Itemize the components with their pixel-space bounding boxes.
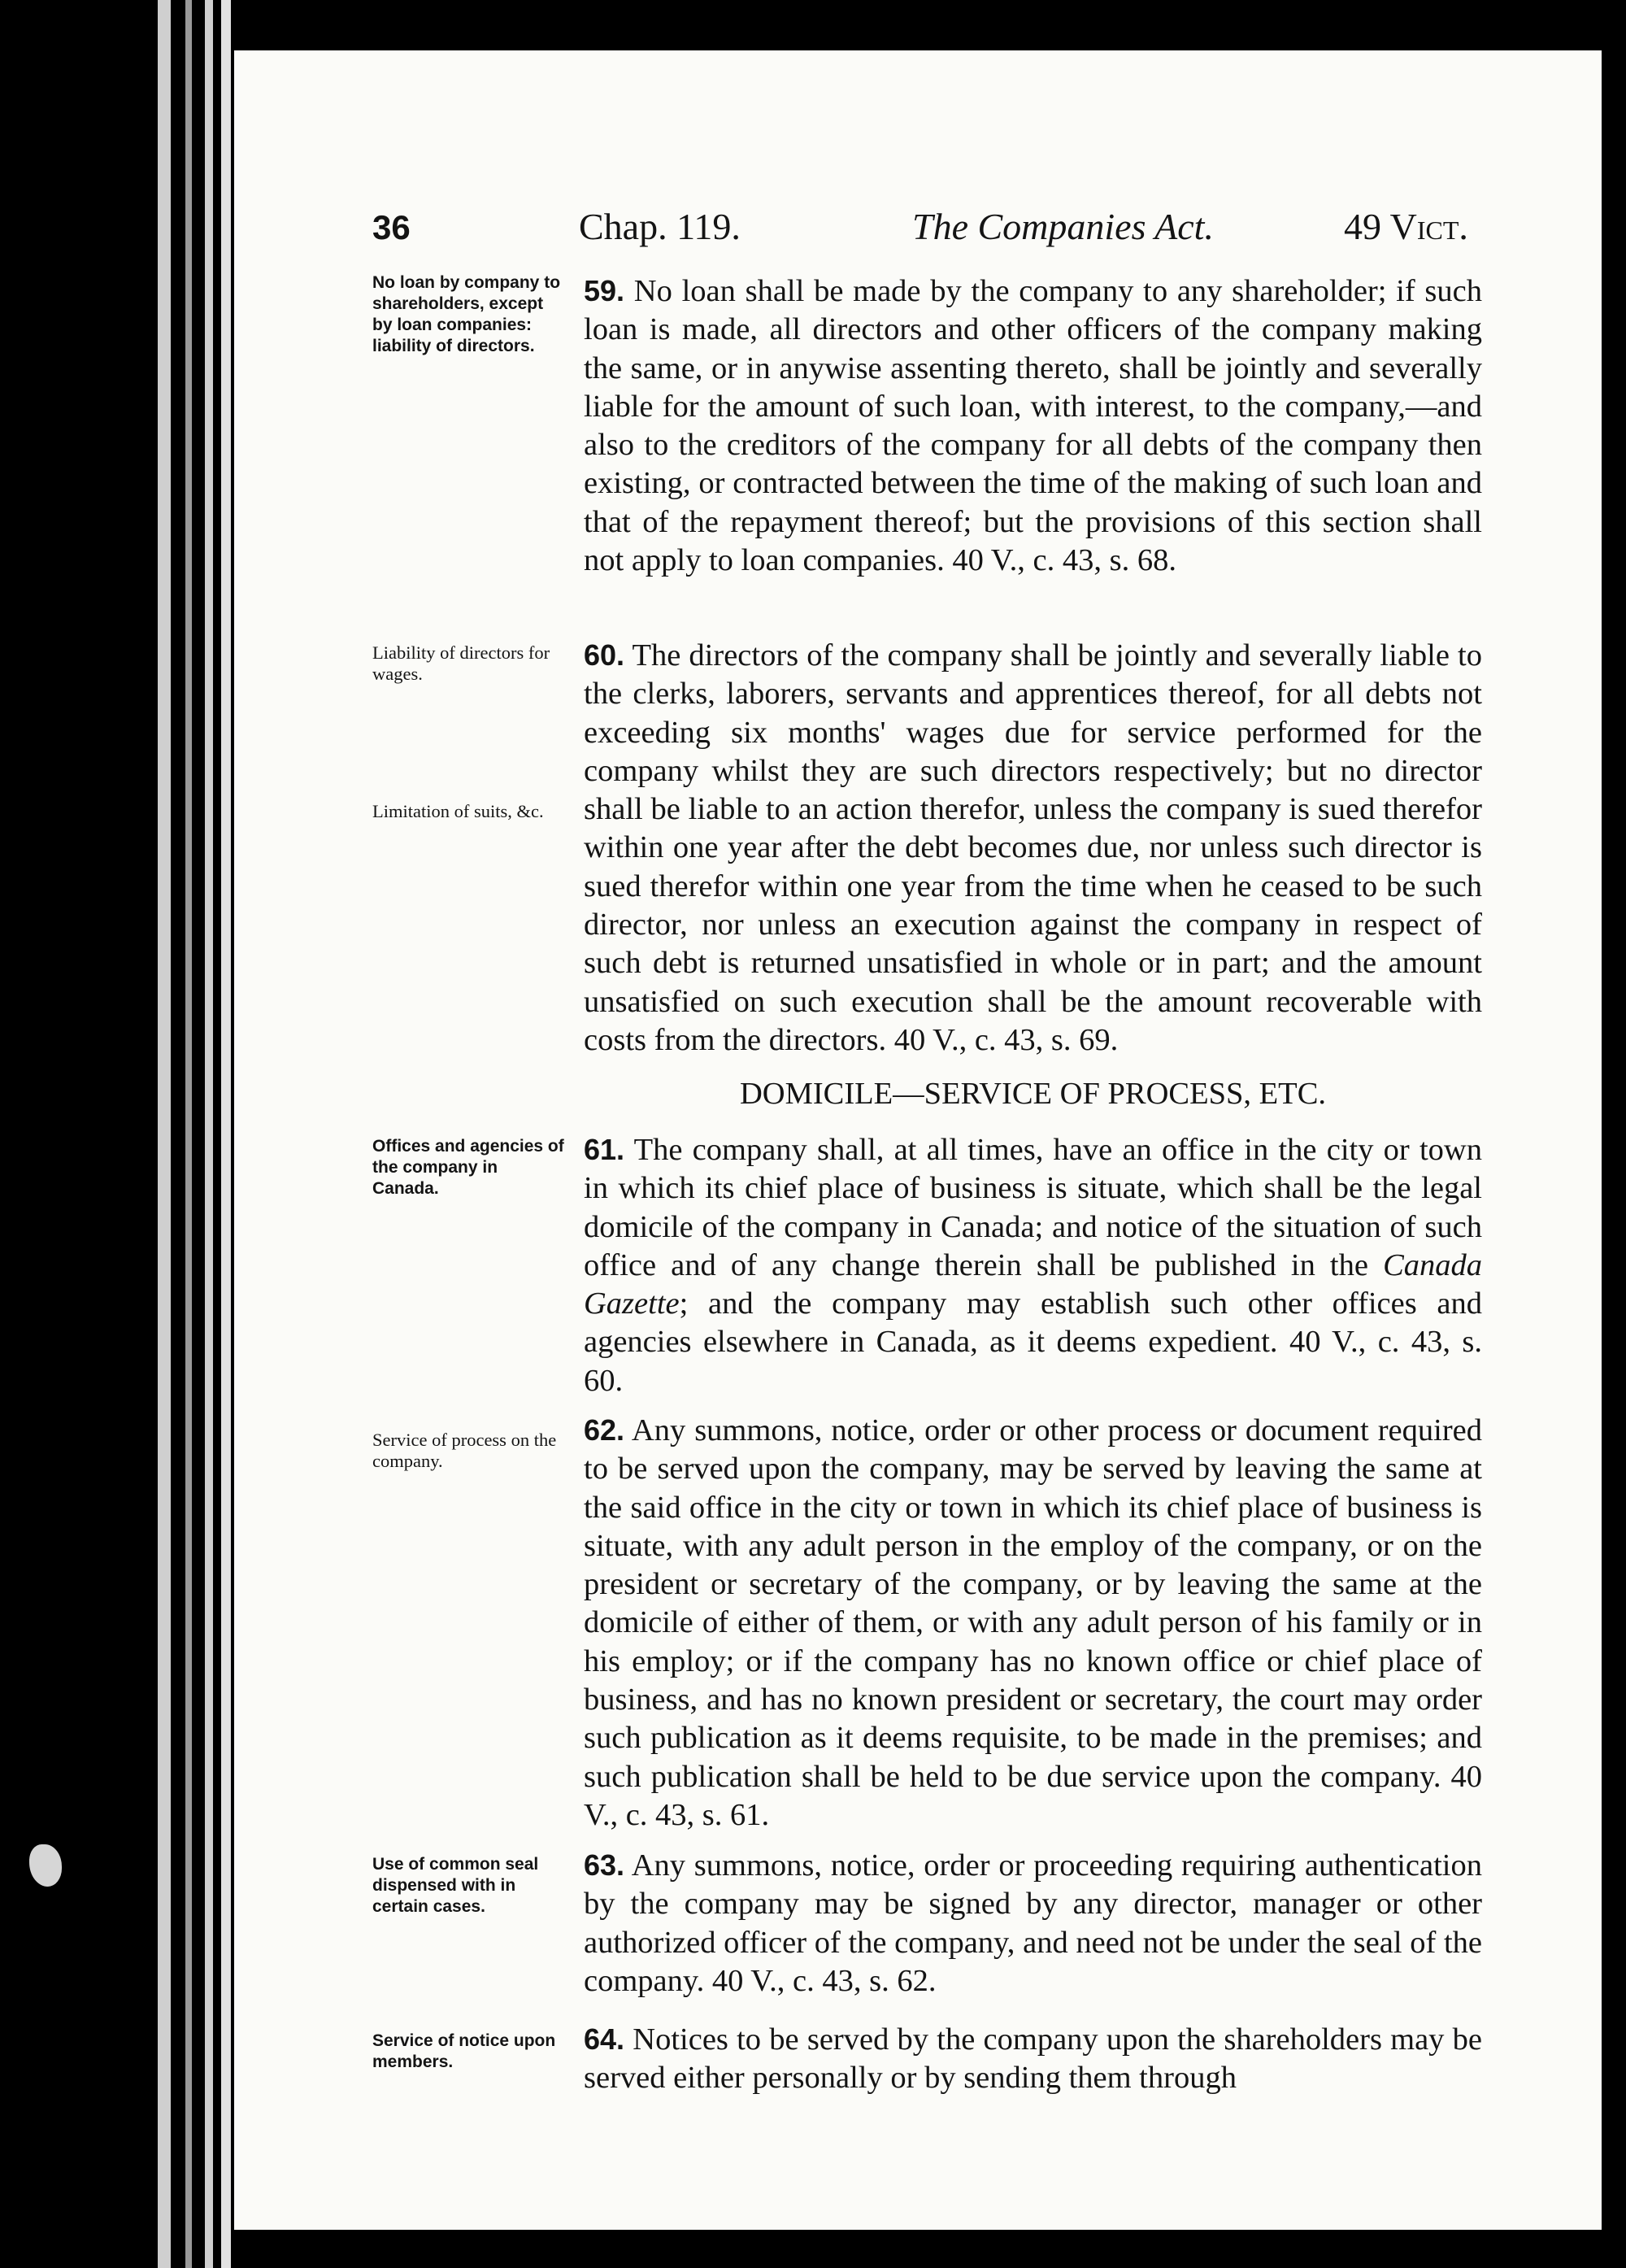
margin-note-61: Offices and agencies of the company in Canada.: [372, 1137, 564, 1198]
section-text: Any summons, notice, order or proceeding requiring authentication by the company may be signed by any director, manager or other authorized officer of the company, and need not be under the seal of the company. 40 V., c. 43, s. 62.: [584, 1848, 1482, 1998]
section-63: [584, 1846, 1482, 2000]
section-64: [584, 2020, 1482, 2098]
page-number: 36: [372, 208, 411, 246]
section-number: 59.: [584, 274, 625, 307]
section-text: No loan shall be made by the company to any shareholder; if such loan is made, all directors and other officers of the company making the same, or in anywise assenting thereto, shall be jointly and severally liable for the amount of such loan, with interest, to the company,—and also to the creditors of the company for all debts of the company then existing, or contracted between the time of the making of such loan and that of the repayment thereof; but the provisions of this section shall not apply to loan companies. 40 V., c. 43, s. 68.: [584, 274, 1483, 578]
section-text: The company shall, at all times, have an office in the city or town in which its chief place of business is situate, which shall be the legal domicile of the company in Canada; and notice of the situation of such office and of any change therein shall be published in the: [584, 1133, 1482, 1282]
margin-note-limitation: Limitation of suits, &c.: [372, 801, 544, 821]
margin-note-62: Service of process on the company.: [372, 1430, 557, 1471]
margin-note-63: Use of common seal dispensed with in certain cases.: [372, 1855, 539, 1916]
chapter-label: Chap. 119.: [579, 206, 741, 247]
section-number: 63.: [584, 1848, 625, 1882]
section-61: [584, 1130, 1482, 1400]
section-59: [584, 272, 1482, 580]
margin-note-60: Liability of directors for wages.: [372, 642, 550, 684]
section-text: Any summons, notice, order or other process or document required to be served upon the company, may be served by leaving the same at the said office in the city or town in which its chief place of business is situate, with any adult person in the employ of the company, or on the president or secretary of the company, or by leaving the same at the domicile of either of them, or with any adult person of his family or in his employ; or if the company has no known office or chief place of business, and has no known president or secretary, the court may order such publication as it deems requisite, to be made in the premises; and such publication shall be held to be due service upon the company. 40 V., c. 43, s. 61.: [584, 1413, 1482, 1832]
regnal-year: 49 Vict.: [1344, 206, 1468, 247]
scan-artifact: [29, 1844, 62, 1887]
section-number: 60.: [584, 638, 625, 672]
margin-note-59: No loan by company to shareholders, except by loan companies: liability of directors.: [372, 273, 561, 355]
section-text: Notices to be served by the company upon the shareholders may be served either personally or by sending them through: [584, 2022, 1482, 2096]
binding-edge: [185, 0, 192, 2268]
margin-note-64: Service of notice upon members.: [372, 2031, 556, 2071]
section-number: 64.: [584, 2022, 625, 2056]
section-62: [584, 1411, 1482, 1835]
running-header: [0, 205, 1626, 254]
section-text: The directors of the company shall be jointly and severally liable to the clerks, laborers, servants and apprentices thereof, for all debts not exceeding six months' wages due for service performed for the company whilst they are such directors respectively; but no director shall be liable to an action therefor, unless the company is sued therefor within one year after the debt becomes due, nor unless such director is sued therefor within one year from the time when he ceased to be such director, nor unless an execution against the company in respect of such debt is returned unsatisfied in whole or in part; and the amount unsatisfied on such execution shall be the amount recoverable with costs from the directors. 40 V., c. 43, s. 69.: [584, 638, 1482, 1057]
section-number: 62.: [584, 1413, 625, 1447]
gazette-title: Canada Gazette: [584, 1247, 1483, 1321]
section-text: ; and the company may establish such other offices and agencies elsewhere in Canada, as it deems expedient. 40 V., c. 43, s. 60.: [584, 1286, 1482, 1398]
binding-edge: [221, 0, 231, 2268]
section-60: [584, 636, 1482, 1060]
binding-edge: [158, 0, 171, 2268]
section-heading: DOMICILE—SERVICE OF PROCESS, ETC.: [739, 1077, 1326, 1111]
act-title: The Companies Act.: [912, 206, 1214, 247]
section-number: 61.: [584, 1133, 625, 1166]
binding-edge: [205, 0, 213, 2268]
